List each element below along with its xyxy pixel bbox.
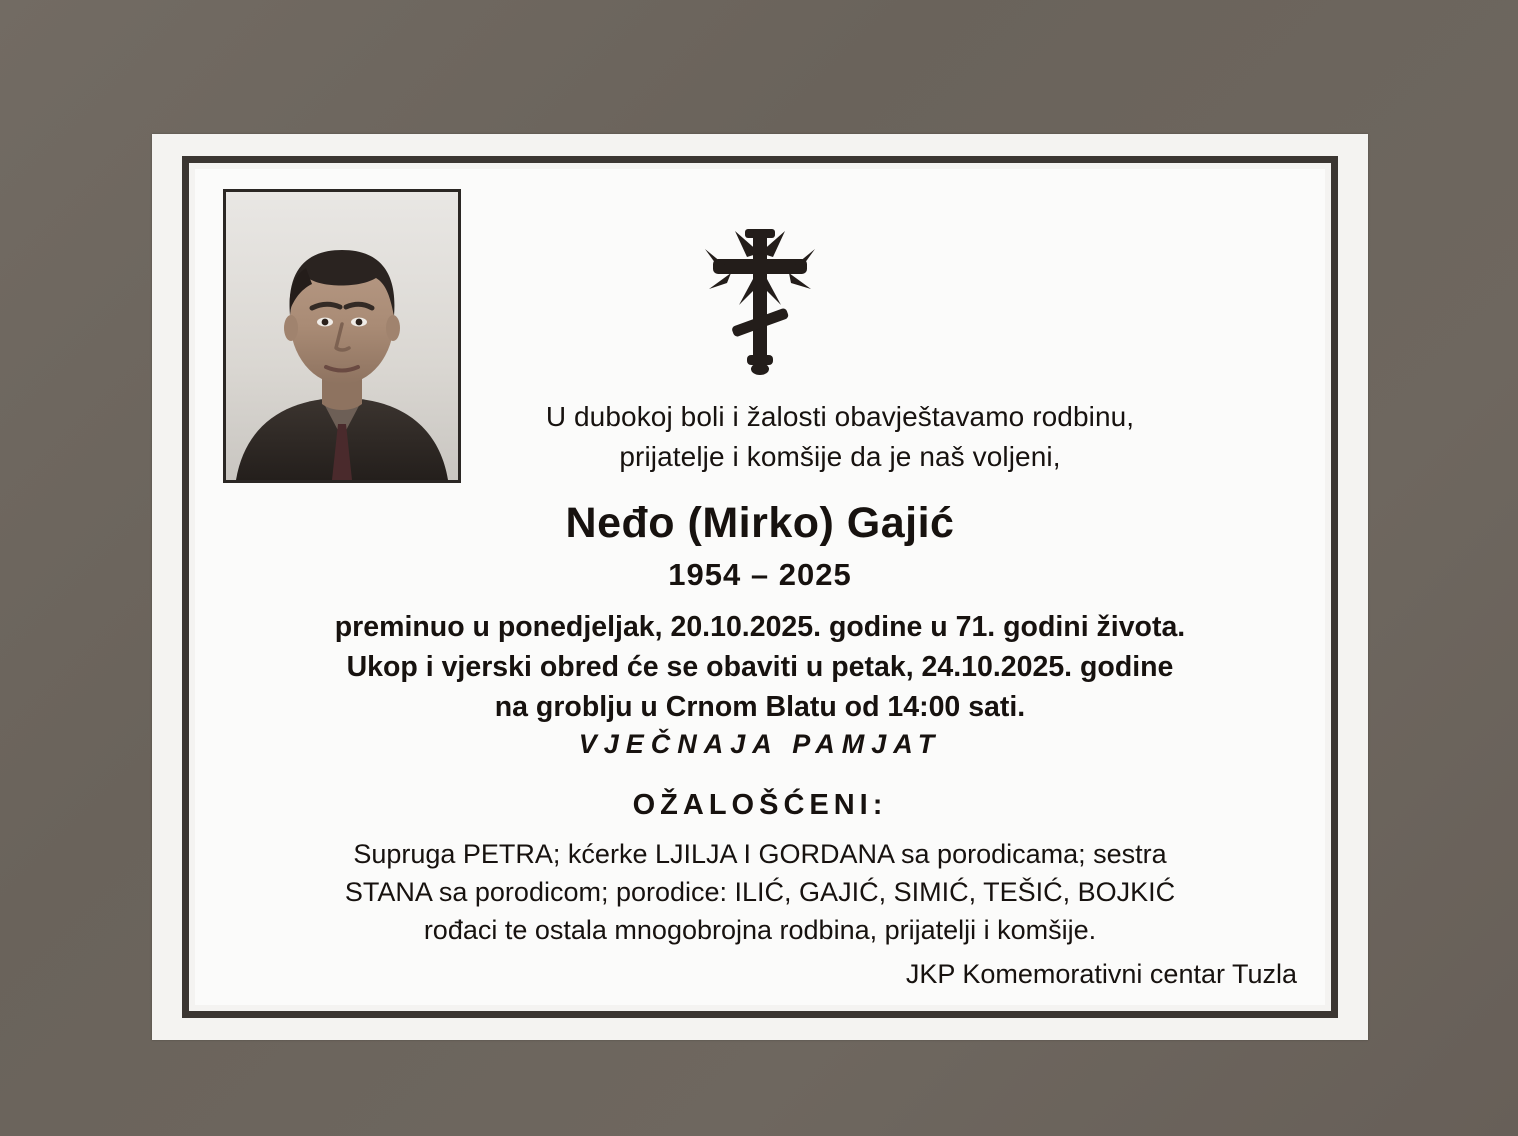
- funeral-details: [219, 607, 1301, 727]
- mourners-line-1: Supruga PETRA; kćerke LJILJA I GORDANA sa porodicama; sestra: [353, 839, 1167, 869]
- mourners-list: [219, 835, 1301, 949]
- deceased-name: Neđo (Mirko) Gajić: [565, 499, 955, 547]
- life-years: 1954 – 2025: [668, 557, 852, 592]
- notice-frame-outer: [152, 134, 1368, 1040]
- mourners-line-3: rođaci te ostala mnogobrojna rodbina, prijatelji i komšije.: [423, 915, 1097, 945]
- intro-text: [385, 397, 1295, 477]
- notice-frame-border: [182, 156, 1338, 1018]
- intro-line-1: U dubokoj boli i žalosti obavještavamo rodbinu,: [545, 401, 1135, 432]
- details-line-1: preminuo u ponedjeljak, 20.10.2025. godine u 71. godini života.: [334, 611, 1186, 643]
- details-line-2: Ukop i vjerski obred će se obaviti u petak, 24.10.2025. godine: [346, 651, 1174, 683]
- blessing-text: VJEČNAJA PAMJAT: [578, 729, 942, 759]
- agency-name: JKP Komemorativni centar Tuzla: [905, 959, 1297, 989]
- notice-card: [195, 169, 1325, 1005]
- mourners-heading: OŽALOŠĆENI:: [632, 789, 888, 821]
- intro-line-2: prijatelje i komšije da je naš voljeni,: [619, 441, 1061, 472]
- mourners-line-2: STANA sa porodicom; porodice: ILIĆ, GAJIĆ, SIMIĆ, TEŠIĆ, BOJKIĆ: [344, 877, 1176, 907]
- details-line-3: na groblju u Crnom Blatu od 14:00 sati.: [494, 691, 1026, 723]
